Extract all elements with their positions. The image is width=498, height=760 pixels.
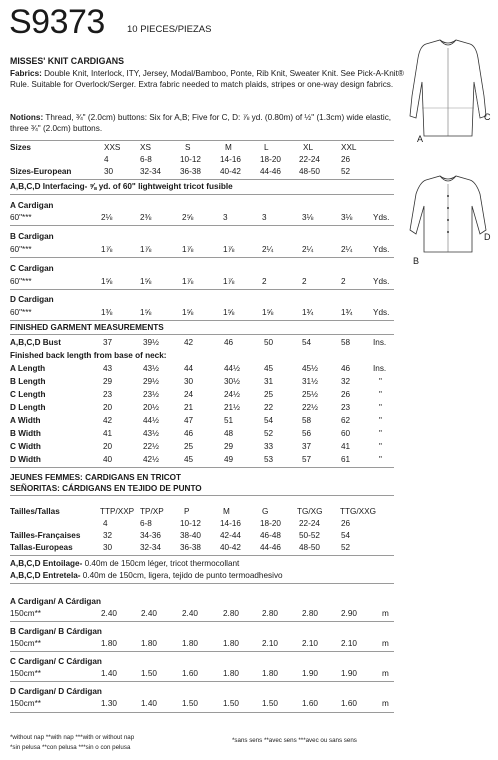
measure-cell: 23½ bbox=[143, 390, 159, 399]
size-cell: 22-24 bbox=[299, 519, 320, 528]
size-cell: 32-34 bbox=[140, 543, 161, 552]
entoilage-label: A,B,C,D Entoilage- bbox=[10, 559, 83, 568]
fabric-b-label: B Cardigan bbox=[10, 232, 54, 241]
sizes-label: Sizes bbox=[10, 143, 31, 152]
size-cell: XXS bbox=[104, 143, 121, 152]
yardage-cell: 2⅜ bbox=[140, 213, 152, 222]
meter-cell: 2.10 bbox=[262, 639, 278, 648]
fabric-width: 150cm** bbox=[10, 639, 41, 648]
entretela-label: A,B,C,D Entretela- bbox=[10, 571, 81, 580]
metric-c-label: C Cardigan/ C Cárdigan bbox=[10, 657, 102, 666]
measure-cell: 37 bbox=[302, 442, 312, 451]
measure-label: D Width bbox=[10, 455, 41, 464]
unit: " bbox=[379, 429, 382, 438]
yardage-cell: 2 bbox=[302, 277, 307, 286]
size-cell: P bbox=[184, 507, 190, 516]
entretela-text: 0.40m de 150cm, ligera, tejido de punto termoadhesivo bbox=[80, 571, 283, 580]
measure-label: C Length bbox=[10, 390, 46, 399]
yardage-cell: 2¼ bbox=[302, 245, 314, 254]
size-cell: 6-8 bbox=[140, 155, 152, 164]
size-cell: 10-12 bbox=[180, 155, 201, 164]
size-cell: 34-36 bbox=[140, 531, 161, 540]
measure-cell: 45½ bbox=[302, 364, 318, 373]
meter-cell: 1.60 bbox=[302, 699, 318, 708]
size-cell: 46-48 bbox=[260, 531, 281, 540]
measure-cell: 43 bbox=[103, 364, 113, 373]
measure-cell: 50 bbox=[264, 338, 274, 347]
measure-cell: 46 bbox=[224, 338, 234, 347]
sizes-letters-row bbox=[10, 142, 400, 153]
meter-cell: 2.80 bbox=[302, 609, 318, 618]
measure-cell: 42½ bbox=[143, 455, 159, 464]
metric-c-row bbox=[10, 668, 400, 679]
metric-d-row bbox=[10, 698, 400, 709]
measure-cell: 45 bbox=[184, 455, 194, 464]
fabric-width: 150cm** bbox=[10, 699, 41, 708]
fabric-a-row bbox=[10, 212, 400, 223]
meter-cell: 2.10 bbox=[341, 639, 357, 648]
measure-cell: 24½ bbox=[224, 390, 240, 399]
meter-cell: 1.60 bbox=[341, 699, 357, 708]
unit: " bbox=[379, 442, 382, 451]
size-cell: 32 bbox=[103, 531, 113, 540]
size-cell: 44-46 bbox=[260, 543, 281, 552]
fabric-width: 150cm** bbox=[10, 609, 41, 618]
measure-cell: 25 bbox=[184, 442, 194, 451]
size-cell: M bbox=[225, 143, 232, 152]
size-cell: 18-20 bbox=[260, 155, 281, 164]
size-cell: L bbox=[264, 143, 269, 152]
size-cell: 54 bbox=[341, 531, 351, 540]
measure-cell: 20 bbox=[103, 442, 113, 451]
meter-cell: 1.90 bbox=[302, 669, 318, 678]
divider bbox=[10, 712, 394, 713]
figure-label-c: C bbox=[484, 112, 491, 122]
fabric-b-row bbox=[10, 244, 400, 255]
meter-cell: 2.10 bbox=[302, 639, 318, 648]
size-cell: XXL bbox=[341, 143, 357, 152]
yardage-cell: 3 bbox=[262, 213, 267, 222]
size-cell: 36-38 bbox=[180, 167, 201, 176]
yardage-cell: 1⅝ bbox=[182, 308, 194, 317]
meter-cell: 1.40 bbox=[101, 669, 117, 678]
measure-cell: 41 bbox=[341, 442, 351, 451]
size-cell: 48-50 bbox=[299, 167, 320, 176]
measure-cell: 46 bbox=[184, 429, 194, 438]
measure-cell: 51 bbox=[224, 416, 234, 425]
notions-paragraph bbox=[10, 112, 408, 134]
size-cell: 6-8 bbox=[140, 519, 152, 528]
measure-cell: 31½ bbox=[302, 377, 318, 386]
measure-cell: 23 bbox=[341, 403, 351, 412]
measure-cell: 22½ bbox=[143, 442, 159, 451]
size-cell: TP/XP bbox=[140, 507, 164, 516]
europeas-label: Tallas-Europeas bbox=[10, 543, 73, 552]
unit: " bbox=[379, 416, 382, 425]
measure-cell: 30 bbox=[184, 377, 194, 386]
pieces-count: 10 PIECES/PIEZAS bbox=[127, 24, 212, 35]
yardage-cell: 1¾ bbox=[302, 308, 314, 317]
size-cell: TTP/XXP bbox=[100, 507, 135, 516]
unit: " bbox=[379, 390, 382, 399]
metric-b-row bbox=[10, 638, 400, 649]
pattern-number: S9373 bbox=[9, 3, 105, 41]
measure-label: B Width bbox=[10, 429, 41, 438]
measure-cell: 60 bbox=[341, 429, 351, 438]
measure-cell: 25 bbox=[264, 390, 274, 399]
measure-label: B Length bbox=[10, 377, 46, 386]
pattern-title: MISSES' KNIT CARDIGANS bbox=[10, 56, 125, 66]
size-cell: 14-16 bbox=[220, 519, 241, 528]
meter-cell: 1.50 bbox=[262, 699, 278, 708]
size-cell: 36-38 bbox=[180, 543, 201, 552]
garment-illustration-a-c bbox=[400, 36, 496, 146]
measure-row-c-length bbox=[10, 389, 400, 400]
yardage-cell: 2⅝ bbox=[182, 213, 194, 222]
yardage-cell: 1⅝ bbox=[223, 308, 235, 317]
size-cell: 14-16 bbox=[220, 155, 241, 164]
measure-cell: 58 bbox=[341, 338, 351, 347]
measure-cell: 22 bbox=[264, 403, 274, 412]
divider bbox=[10, 621, 394, 622]
unit: Ins. bbox=[373, 338, 387, 347]
meter-cell: 1.80 bbox=[223, 669, 239, 678]
yardage-cell: 3 bbox=[223, 213, 228, 222]
measure-row-d-length bbox=[10, 402, 400, 413]
size-cell: 50-52 bbox=[299, 531, 320, 540]
measure-cell: 44 bbox=[184, 364, 194, 373]
measure-cell: 25½ bbox=[302, 390, 318, 399]
measure-cell: 46 bbox=[341, 364, 351, 373]
measure-cell: 24 bbox=[184, 390, 194, 399]
tailles-letters-row bbox=[10, 506, 400, 517]
divider bbox=[10, 194, 394, 195]
size-cell: 40-42 bbox=[220, 543, 241, 552]
finished-measurements-heading: FINISHED GARMENT MEASUREMENTS bbox=[10, 323, 164, 332]
meter-cell: 2.80 bbox=[262, 609, 278, 618]
measure-label: D Length bbox=[10, 403, 46, 412]
unit: m bbox=[382, 669, 389, 678]
unit: " bbox=[379, 377, 382, 386]
footnote-english: *without nap **with nap ***with or without nap bbox=[10, 734, 135, 741]
footnote-french: *sans sens **avec sens ***avec ou sans sens bbox=[232, 737, 357, 744]
tailles-francaises-row bbox=[10, 530, 400, 541]
divider bbox=[10, 555, 394, 556]
unit: Yds. bbox=[373, 308, 390, 317]
measure-row-c-width bbox=[10, 441, 400, 452]
measure-row-a-length bbox=[10, 363, 400, 374]
unit: " bbox=[379, 455, 382, 464]
measure-cell: 53 bbox=[264, 455, 274, 464]
garment-illustration-b-d bbox=[400, 172, 496, 268]
size-cell: S bbox=[185, 143, 191, 152]
metric-d-label: D Cardigan/ D Cárdigan bbox=[10, 687, 102, 696]
unit: Yds. bbox=[373, 245, 390, 254]
fabric-width: 60"*** bbox=[10, 245, 32, 254]
divider bbox=[10, 179, 394, 180]
measure-cell: 21 bbox=[184, 403, 194, 412]
size-cell: 26 bbox=[341, 519, 351, 528]
tailles-label: Tailles/Tallas bbox=[10, 507, 60, 516]
divider bbox=[10, 651, 394, 652]
measure-cell: 49 bbox=[224, 455, 234, 464]
measure-cell: 43½ bbox=[143, 429, 159, 438]
measure-cell: 20½ bbox=[143, 403, 159, 412]
sizes-numbers-row bbox=[10, 154, 400, 165]
unit: m bbox=[382, 699, 389, 708]
divider bbox=[10, 467, 394, 468]
measure-cell: 31 bbox=[264, 377, 274, 386]
measure-cell: 44½ bbox=[224, 364, 240, 373]
yardage-cell: 1⅞ bbox=[223, 277, 235, 286]
fabric-width: 60"*** bbox=[10, 277, 32, 286]
entoilage-line bbox=[10, 558, 239, 569]
meter-cell: 2.40 bbox=[141, 609, 157, 618]
footnote-spanish: *sin pelusa **con pelusa ***sin o con pelusa bbox=[10, 744, 131, 751]
measure-cell: 29 bbox=[224, 442, 234, 451]
yardage-cell: 2¼ bbox=[262, 245, 274, 254]
unit: Yds. bbox=[373, 277, 390, 286]
size-cell: XS bbox=[140, 143, 151, 152]
measure-row-b-length bbox=[10, 376, 400, 387]
entretela-line bbox=[10, 570, 283, 581]
yardage-cell: 3⅛ bbox=[341, 213, 353, 222]
measure-cell: 42 bbox=[184, 338, 194, 347]
size-cell: 42-44 bbox=[220, 531, 241, 540]
size-cell: TG/XG bbox=[297, 507, 323, 516]
measure-cell: 45 bbox=[264, 364, 274, 373]
meter-cell: 1.50 bbox=[223, 699, 239, 708]
yardage-cell: 1⅝ bbox=[101, 277, 113, 286]
figure-label-b: B bbox=[413, 256, 420, 266]
yardage-cell: 2⅛ bbox=[101, 213, 113, 222]
divider bbox=[10, 495, 394, 496]
yardage-cell: 1⅞ bbox=[182, 245, 194, 254]
metric-b-label: B Cardigan/ B Cárdigan bbox=[10, 627, 102, 636]
divider bbox=[10, 140, 394, 141]
measure-cell: 47 bbox=[184, 416, 194, 425]
yardage-cell: 1¾ bbox=[341, 308, 353, 317]
size-cell: 30 bbox=[103, 543, 113, 552]
unit: " bbox=[379, 403, 382, 412]
size-cell: 48-50 bbox=[299, 543, 320, 552]
measure-label: A Length bbox=[10, 364, 46, 373]
measure-cell: 62 bbox=[341, 416, 351, 425]
measure-cell: 40 bbox=[103, 455, 113, 464]
meter-cell: 1.80 bbox=[182, 639, 198, 648]
measure-cell: 30½ bbox=[224, 377, 240, 386]
measure-cell: 37 bbox=[103, 338, 113, 347]
size-cell: 4 bbox=[103, 519, 108, 528]
fabric-d-row bbox=[10, 307, 400, 318]
figure-label-a: A bbox=[417, 134, 424, 144]
metric-a-row bbox=[10, 608, 400, 619]
fabric-c-row bbox=[10, 276, 400, 287]
size-cell: 52 bbox=[341, 543, 351, 552]
size-cell: 32-34 bbox=[140, 167, 161, 176]
measure-cell: 41 bbox=[103, 429, 113, 438]
yardage-cell: 2 bbox=[341, 277, 346, 286]
divider bbox=[10, 334, 394, 335]
figure-label-d: D bbox=[484, 232, 491, 242]
fabric-width: 150cm** bbox=[10, 669, 41, 678]
bust-label: A,B,C,D Bust bbox=[10, 338, 61, 347]
measure-label: C Width bbox=[10, 442, 41, 451]
meter-cell: 1.80 bbox=[141, 639, 157, 648]
size-cell: G bbox=[262, 507, 269, 516]
divider bbox=[10, 320, 394, 321]
size-cell: 44-46 bbox=[260, 167, 281, 176]
fabric-width: 60"*** bbox=[10, 213, 32, 222]
size-cell: TTG/XXG bbox=[340, 507, 376, 516]
yardage-cell: 1⅝ bbox=[140, 277, 152, 286]
measure-label: A Width bbox=[10, 416, 41, 425]
meter-cell: 1.80 bbox=[101, 639, 117, 648]
unit: m bbox=[382, 639, 389, 648]
sizes-european-row bbox=[10, 166, 400, 177]
yardage-cell: 3⅛ bbox=[302, 213, 314, 222]
measure-cell: 58 bbox=[302, 416, 312, 425]
size-cell: 10-12 bbox=[180, 519, 201, 528]
measure-cell: 32 bbox=[341, 377, 351, 386]
measure-cell: 23 bbox=[103, 390, 113, 399]
fabrics-text: Double Knit, Interlock, ITY, Jersey, Modal/Bamboo, Ponte, Rib Knit, Sweater Knit. See Pick-A-Knit® Rule. Suitable for Overlock/Serger. Extra fabric needed to match plaids, stripes or one-way design fabrics. bbox=[10, 69, 404, 89]
fabric-d-label: D Cardigan bbox=[10, 295, 54, 304]
fabric-c-label: C Cardigan bbox=[10, 264, 54, 273]
yardage-cell: 2 bbox=[262, 277, 267, 286]
measure-cell: 52 bbox=[264, 429, 274, 438]
size-cell: 22-24 bbox=[299, 155, 320, 164]
fabrics-label: Fabrics: bbox=[10, 69, 42, 78]
measure-cell: 21½ bbox=[224, 403, 240, 412]
tailles-numbers-row bbox=[10, 518, 400, 529]
meter-cell: 1.40 bbox=[141, 699, 157, 708]
yardage-cell: 1⅝ bbox=[262, 308, 274, 317]
divider bbox=[10, 583, 394, 584]
size-cell: 26 bbox=[341, 155, 351, 164]
size-cell: XL bbox=[303, 143, 314, 152]
measure-cell: 48 bbox=[224, 429, 234, 438]
fabric-width: 60"*** bbox=[10, 308, 32, 317]
size-cell: 18-20 bbox=[260, 519, 281, 528]
yardage-cell: 1⅞ bbox=[223, 245, 235, 254]
sizes-european-label: Sizes-European bbox=[10, 167, 72, 176]
divider bbox=[10, 257, 394, 258]
spanish-heading: SEÑORITAS: CÁRDIGANS EN TEJIDO DE PUNTO bbox=[10, 484, 202, 493]
measure-cell: 22½ bbox=[302, 403, 318, 412]
size-cell: M bbox=[223, 507, 230, 516]
measure-cell: 26 bbox=[341, 390, 351, 399]
measure-cell: 39½ bbox=[143, 338, 159, 347]
measure-row-a-width bbox=[10, 415, 400, 426]
measure-cell: 61 bbox=[341, 455, 351, 464]
measure-cell: 54 bbox=[302, 338, 312, 347]
size-cell: 30 bbox=[104, 167, 114, 176]
yardage-cell: 1⅝ bbox=[140, 308, 152, 317]
meter-cell: 1.60 bbox=[182, 669, 198, 678]
measure-cell: 29½ bbox=[143, 377, 159, 386]
measure-row-d-width bbox=[10, 454, 400, 465]
metric-a-label: A Cardigan/ A Cárdigan bbox=[10, 597, 101, 606]
tallas-europeas-row bbox=[10, 542, 400, 553]
unit: m bbox=[382, 609, 389, 618]
meter-cell: 2.40 bbox=[182, 609, 198, 618]
interfacing-line: A,B,C,D Interfacing- ⅝ yd. of 60" lightweight tricot fusible bbox=[10, 182, 233, 191]
measure-cell: 44½ bbox=[143, 416, 159, 425]
back-length-heading: Finished back length from base of neck: bbox=[10, 351, 167, 360]
divider bbox=[10, 681, 394, 682]
yardage-cell: 1⅞ bbox=[182, 277, 194, 286]
yardage-cell: 1⅞ bbox=[140, 245, 152, 254]
meter-cell: 1.30 bbox=[101, 699, 117, 708]
yardage-cell: 1⅞ bbox=[101, 245, 113, 254]
fabrics-paragraph bbox=[10, 68, 408, 90]
size-cell: 4 bbox=[104, 155, 109, 164]
bust-row bbox=[10, 337, 400, 348]
divider bbox=[10, 289, 394, 290]
measure-cell: 43½ bbox=[143, 364, 159, 373]
size-cell: 40-42 bbox=[220, 167, 241, 176]
yardage-cell: 1⅜ bbox=[101, 308, 113, 317]
meter-cell: 1.80 bbox=[223, 639, 239, 648]
measure-cell: 20 bbox=[103, 403, 113, 412]
unit: Ins. bbox=[373, 364, 387, 373]
meter-cell: 1.50 bbox=[141, 669, 157, 678]
size-cell: 52 bbox=[341, 167, 351, 176]
meter-cell: 2.40 bbox=[101, 609, 117, 618]
entoilage-text: 0.40m de 150cm léger, tricot thermocollant bbox=[82, 559, 240, 568]
measure-cell: 42 bbox=[103, 416, 113, 425]
notions-text: Thread, ¾" (2.0cm) buttons: Six for A,B; Five for C, D: ⅞ yd. (0.80m) of ½" (1.3cm) wide elastic, three ¾" (2.0cm) buttons. bbox=[10, 113, 392, 133]
meter-cell: 1.80 bbox=[262, 669, 278, 678]
measure-cell: 57 bbox=[302, 455, 312, 464]
measure-cell: 33 bbox=[264, 442, 274, 451]
measure-row-b-width bbox=[10, 428, 400, 439]
size-cell: 38-40 bbox=[180, 531, 201, 540]
francaises-label: Tailles-Françaises bbox=[10, 531, 81, 540]
fabric-a-label: A Cardigan bbox=[10, 201, 54, 210]
unit: Yds. bbox=[373, 213, 390, 222]
french-heading: JEUNES FEMMES: CARDIGANS EN TRICOT bbox=[10, 473, 182, 482]
meter-cell: 1.50 bbox=[182, 699, 198, 708]
measure-cell: 56 bbox=[302, 429, 312, 438]
measure-cell: 29 bbox=[103, 377, 113, 386]
yardage-cell: 2¼ bbox=[341, 245, 353, 254]
meter-cell: 1.90 bbox=[341, 669, 357, 678]
divider bbox=[10, 225, 394, 226]
meter-cell: 2.90 bbox=[341, 609, 357, 618]
measure-cell: 54 bbox=[264, 416, 274, 425]
notions-label: Notions: bbox=[10, 113, 44, 122]
meter-cell: 2.80 bbox=[223, 609, 239, 618]
